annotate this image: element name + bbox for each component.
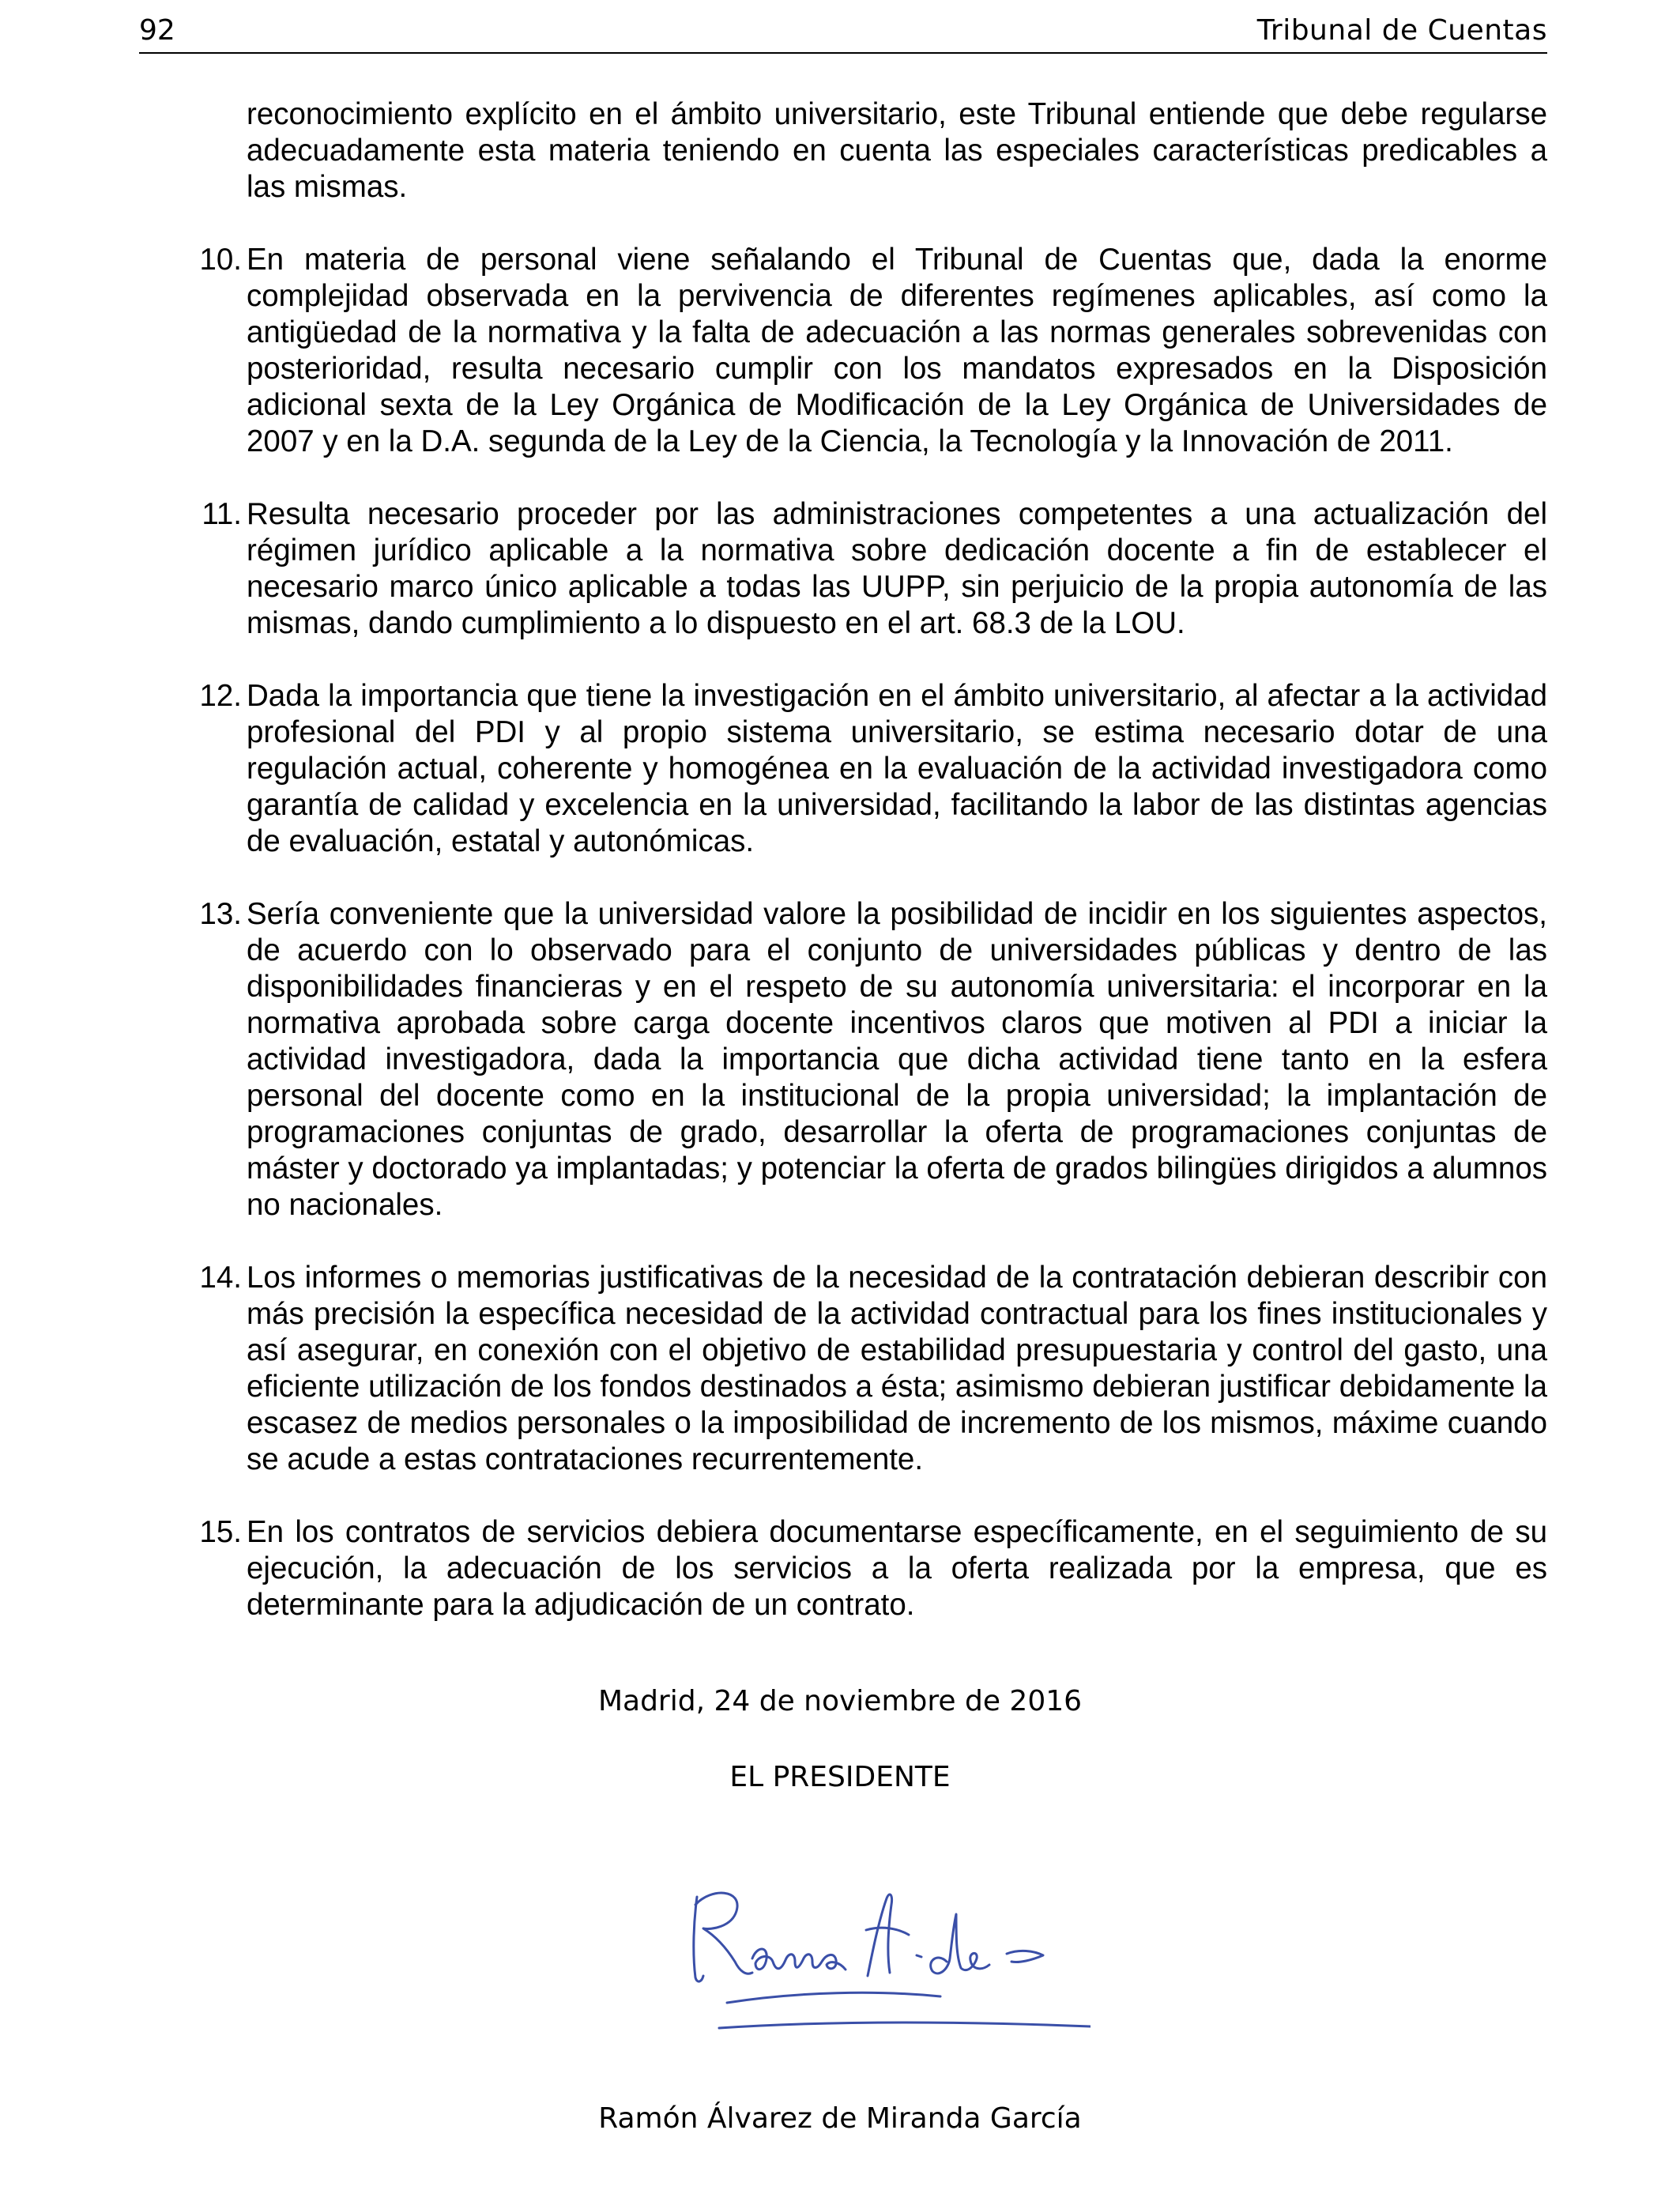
item-number: 12. (199, 679, 242, 713)
list-item (190, 242, 1547, 460)
closing-role: EL PRESIDENTE (729, 1761, 951, 1793)
page-header (139, 13, 1547, 54)
item-number: 10. (199, 243, 242, 277)
list-item (190, 1260, 1547, 1478)
item-text: Dada la importancia que tiene la investigación en el ámbito universitario, al afectar a la actividad profesional del PDI y al propio sistema universitario, se estima necesario dotar de una regulación actual, coherente y homogénea en la evaluación de la actividad investigadora como garantía de calidad y excelencia en la universidad, facilitando la labor de las distintas agencias de evaluación, estatal y autonómicas. (247, 679, 1547, 858)
item-number: 14. (199, 1261, 242, 1295)
header-title: Tribunal de Cuentas (1256, 14, 1547, 47)
item-text: Los informes o memorias justificativas de la necesidad de la contratación debieran describir con más precisión la específica necesidad de la actividad contractual para los fines institucionales y así asegurar, en conexión con el objetivo de estabilidad presupuestaria y control del gasto, una eficiente utilización de los fondos destinados a ésta; asimismo debieran justificar debidamente la escasez de medios personales o la imposibilidad de incremento de los mismos, máxime cuando se acude a estas contrataciones recurrentemente. (247, 1261, 1547, 1476)
item-number: 13. (199, 897, 242, 931)
list-item (190, 496, 1547, 642)
item-text: Resulta necesario proceder por las administraciones competentes a una actualización del régimen jurídico aplicable a la normativa sobre dedicación docente a fin de establecer el necesario marco único aplicable a todas las UUPP, sin perjuicio de la propia autonomía de las mismas, dando cumplimiento a lo dispuesto en el art. 68.3 de la LOU. (247, 497, 1547, 640)
list-item (190, 1514, 1547, 1623)
list-item (190, 896, 1547, 1223)
document-body (190, 96, 1547, 1623)
signatory-name: Ramón Álvarez de Miranda García (598, 2102, 1082, 2135)
page-number: 92 (139, 14, 175, 47)
handwritten-signature (680, 1873, 1090, 2031)
list-item (190, 678, 1547, 860)
item-text: En materia de personal viene señalando el Tribunal de Cuentas que, dada la enorme complejidad observada en la pervivencia de diferentes regímenes aplicables, así como la antigüedad de la normativa y la falta de adecuación a las normas generales sobrevenidas con posterioridad, resulta necesario cumplir con los mandatos expresados en la Disposición adicional sexta de la Ley Orgánica de Modificación de la Ley Orgánica de Universidades de 2007 y en la D.A. segunda de la Ley de la Ciencia, la Tecnología y la Innovación de 2011. (247, 243, 1547, 458)
item-text: Sería conveniente que la universidad valore la posibilidad de incidir en los siguientes aspectos, de acuerdo con lo observado para el conjunto de universidades públicas y dentro de las disponibilidades financieras y en el respeto de su autonomía universitaria: el incorporar en la normativa aprobada sobre carga docente incentivos claros que motiven al PDI a iniciar la actividad investigadora, dada la importancia que dicha actividad tiene tanto en la esfera personal del docente como en la institucional de la propia universidad; la implantación de programaciones conjuntas de grado, desarrollar la oferta de programaciones conjuntas de máster y doctorado ya implantadas; y potenciar la oferta de grados bilingües dirigidos a alumnos no nacionales. (247, 897, 1547, 1222)
item-number: 15. (199, 1515, 242, 1549)
item-text: En los contratos de servicios debiera documentarse específicamente, en el seguimiento de su ejecución, la adecuación de los servicios a la oferta realizada por la empresa, que es determinante para la adjudicación de un contrato. (247, 1515, 1547, 1622)
closing-date: Madrid, 24 de noviembre de 2016 (597, 1685, 1083, 1717)
continuation-paragraph: reconocimiento explícito en el ámbito universitario, este Tribunal entiende que debe regularse adecuadamente esta materia teniendo en cuenta las especiales características predicables a las mismas. (247, 97, 1547, 204)
item-number: 11. (202, 497, 242, 531)
